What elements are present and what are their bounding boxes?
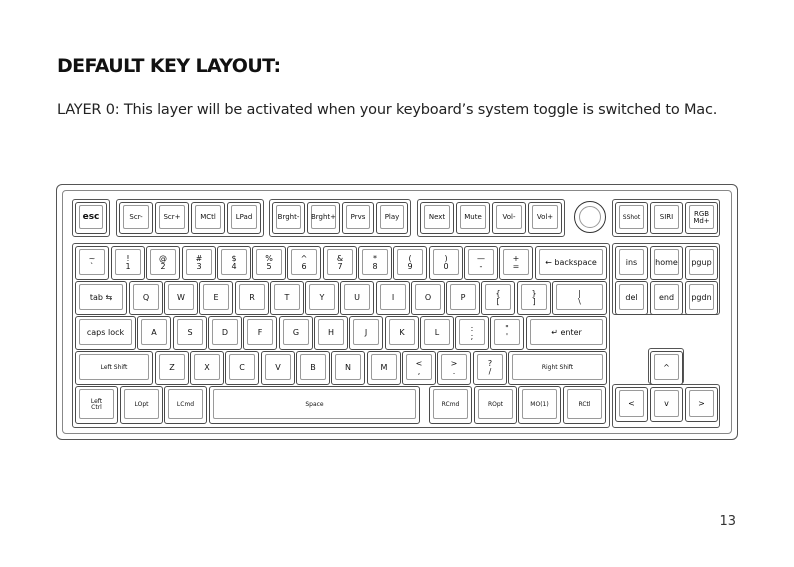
key-arrow-right[interactable]: > — [685, 387, 718, 422]
key-w[interactable]: W — [164, 281, 198, 315]
key-right-ctrl[interactable]: RCtl — [563, 386, 606, 424]
key-left-shift[interactable]: Left Shift — [75, 351, 153, 385]
key-y[interactable]: Y — [305, 281, 339, 315]
key-arrow-up[interactable]: ^ — [650, 351, 683, 385]
key-backslash[interactable]: | \ — [552, 281, 607, 315]
key-pgdn[interactable]: pgdn — [685, 281, 718, 315]
key-right-option[interactable]: ROpt — [474, 386, 517, 424]
key-a[interactable]: A — [137, 316, 171, 350]
key-m[interactable]: M — [367, 351, 401, 385]
key-i[interactable]: I — [376, 281, 410, 315]
key-4[interactable]: $ 4 — [217, 246, 251, 280]
key-end[interactable]: end — [650, 281, 683, 315]
key-ins[interactable]: ins — [615, 246, 648, 280]
key-3[interactable]: # 3 — [182, 246, 216, 280]
key-s[interactable]: S — [173, 316, 207, 350]
key-slash[interactable]: ? / — [473, 351, 507, 385]
key-siri[interactable]: SIRI — [650, 202, 683, 234]
key-t[interactable]: T — [270, 281, 304, 315]
key-q[interactable]: Q — [129, 281, 163, 315]
key-6[interactable]: ^ 6 — [287, 246, 321, 280]
key-sshot[interactable]: SShot — [615, 202, 648, 234]
key-pgup[interactable]: pgup — [685, 246, 718, 280]
key-8[interactable]: * 8 — [358, 246, 392, 280]
key-e[interactable]: E — [199, 281, 233, 315]
key-f5[interactable]: Brght- — [272, 202, 305, 234]
key-right-bracket[interactable]: } ] — [517, 281, 551, 315]
key-left-command[interactable]: LCmd — [164, 386, 207, 424]
key-c[interactable]: C — [225, 351, 259, 385]
key-0[interactable]: ) 0 — [429, 246, 463, 280]
key-esc[interactable]: esc — [75, 202, 107, 234]
key-space[interactable]: Space — [209, 386, 420, 424]
key-h[interactable]: H — [314, 316, 348, 350]
key-period[interactable]: > . — [437, 351, 471, 385]
key-right-shift[interactable]: Right Shift — [508, 351, 607, 385]
key-semicolon[interactable]: : ; — [455, 316, 489, 350]
key-home[interactable]: home — [650, 246, 683, 280]
key-7[interactable]: & 7 — [323, 246, 357, 280]
page-title: DEFAULT KEY LAYOUT: — [57, 55, 281, 77]
key-del[interactable]: del — [615, 281, 648, 315]
key-left-option[interactable]: LOpt — [120, 386, 163, 424]
key-j[interactable]: J — [349, 316, 383, 350]
key-left-bracket[interactable]: { [ — [481, 281, 515, 315]
key-f6[interactable]: Brght+ — [307, 202, 340, 234]
key-arrow-down[interactable]: v — [650, 387, 683, 422]
key-o[interactable]: O — [411, 281, 445, 315]
key-tilde[interactable]: ~ ` — [75, 246, 109, 280]
key-tab[interactable]: tab ⇆ — [75, 281, 127, 315]
key-b[interactable]: B — [296, 351, 330, 385]
key-n[interactable]: N — [331, 351, 365, 385]
key-f4[interactable]: LPad — [227, 202, 261, 234]
key-5[interactable]: % 5 — [252, 246, 286, 280]
key-rgb-mode[interactable]: RGB Md+ — [685, 202, 718, 234]
key-equal[interactable]: + = — [499, 246, 533, 280]
key-f9[interactable]: Next — [420, 202, 454, 234]
key-f3[interactable]: MCtl — [191, 202, 225, 234]
key-g[interactable]: G — [279, 316, 313, 350]
key-r[interactable]: R — [235, 281, 269, 315]
layer-description: LAYER 0: This layer will be activated when your keyboard’s system toggle is switched to Mac. — [57, 102, 718, 118]
key-left-ctrl[interactable]: Left Ctrl — [75, 386, 118, 424]
key-f8[interactable]: Play — [376, 202, 408, 234]
key-2[interactable]: @ 2 — [146, 246, 180, 280]
key-comma[interactable]: < , — [402, 351, 436, 385]
key-backspace[interactable]: ← backspace — [535, 246, 607, 280]
key-l[interactable]: L — [420, 316, 454, 350]
key-caps-lock[interactable]: caps lock — [75, 316, 136, 350]
key-f10[interactable]: Mute — [456, 202, 490, 234]
key-f[interactable]: F — [243, 316, 277, 350]
page-number: 13 — [719, 514, 736, 529]
key-d[interactable]: D — [208, 316, 242, 350]
key-f7[interactable]: Prvs — [342, 202, 374, 234]
key-9[interactable]: ( 9 — [393, 246, 427, 280]
key-k[interactable]: K — [385, 316, 419, 350]
key-u[interactable]: U — [340, 281, 374, 315]
key-enter[interactable]: ↵ enter — [526, 316, 607, 350]
key-x[interactable]: X — [190, 351, 224, 385]
key-minus[interactable]: — - — [464, 246, 498, 280]
key-f11[interactable]: Vol- — [492, 202, 526, 234]
key-f12[interactable]: Vol+ — [528, 202, 562, 234]
key-quote[interactable]: " ' — [490, 316, 524, 350]
key-right-command[interactable]: RCmd — [429, 386, 472, 424]
key-v[interactable]: V — [261, 351, 295, 385]
key-f2[interactable]: Scr+ — [155, 202, 189, 234]
key-arrow-left[interactable]: < — [615, 387, 648, 422]
key-mo1[interactable]: MO(1) — [518, 386, 561, 424]
key-p[interactable]: P — [446, 281, 480, 315]
key-1[interactable]: ! 1 — [111, 246, 145, 280]
key-z[interactable]: Z — [155, 351, 189, 385]
volume-knob[interactable] — [574, 201, 606, 233]
key-f1[interactable]: Scr- — [119, 202, 153, 234]
